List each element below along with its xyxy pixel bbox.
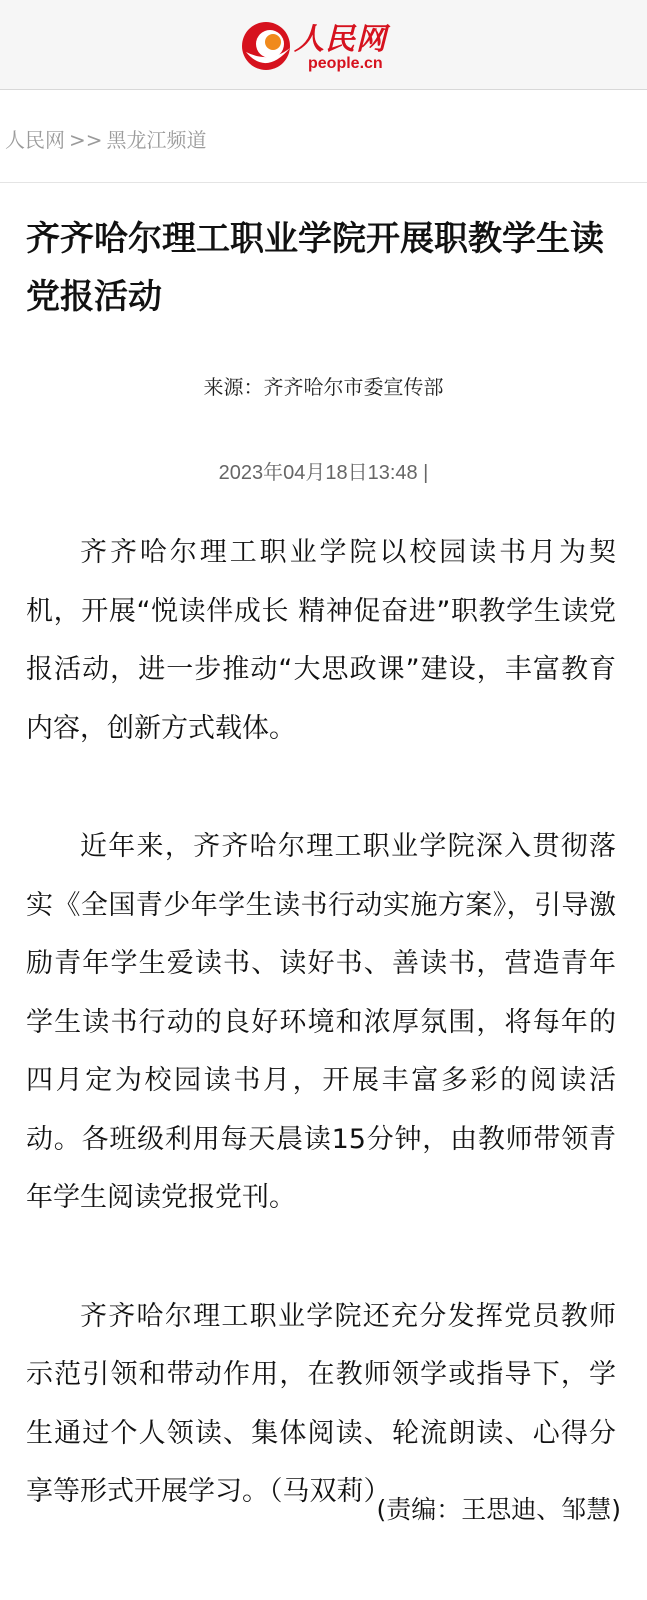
article-paragraph: 齐齐哈尔理工职业学院以校园读书月为契机，开展“悦读伴成长 精神促奋进”职教学生读党报活动，进一步推动“大思政课”建设，丰富教育内容，创新方式载体。 (26, 537, 616, 744)
article-title: 齐齐哈尔理工职业学院开展职教学生读党报活动 (26, 219, 604, 317)
breadcrumb-home-link[interactable]: 人民网 (5, 128, 65, 152)
logo-domain: people.cn (308, 55, 383, 72)
article-paragraph: 近年来，齐齐哈尔理工职业学院深入贯彻落实《全国青少年学生读书行动实施方案》，引导激励青年学生爱读书、读好书、善读书，营造青年学生读书行动的良好环境和浓厚氛围，将每年的四月定为校园读书月，开展丰富多彩的阅读活动。各班级利用每天晨读15分钟，由教师带领青年学生阅读党报党刊。 (26, 831, 616, 1213)
article-body (26, 524, 616, 1582)
breadcrumb-separator: >> (69, 128, 103, 152)
site-header (0, 0, 647, 90)
article-source: 来源：齐齐哈尔市委宣传部 (203, 375, 444, 399)
people-logo-icon (240, 18, 296, 74)
breadcrumb (5, 124, 207, 152)
divider (0, 182, 647, 183)
article-editor: (责编：王思迪、邹慧) (376, 1495, 621, 1524)
site-logo[interactable] (240, 12, 410, 80)
breadcrumb-channel-link[interactable]: 黑龙江频道 (106, 128, 207, 152)
article-datetime: 2023年04月18日13:48 | (218, 462, 429, 484)
logo-name: 人民网 (294, 22, 387, 57)
article-paragraph: 齐齐哈尔理工职业学院还充分发挥党员教师示范引领和带动作用，在教师领学或指导下，学生通过个人领读、集体阅读、轮流朗读、心得分享等形式开展学习。（马双莉） (26, 1300, 616, 1507)
